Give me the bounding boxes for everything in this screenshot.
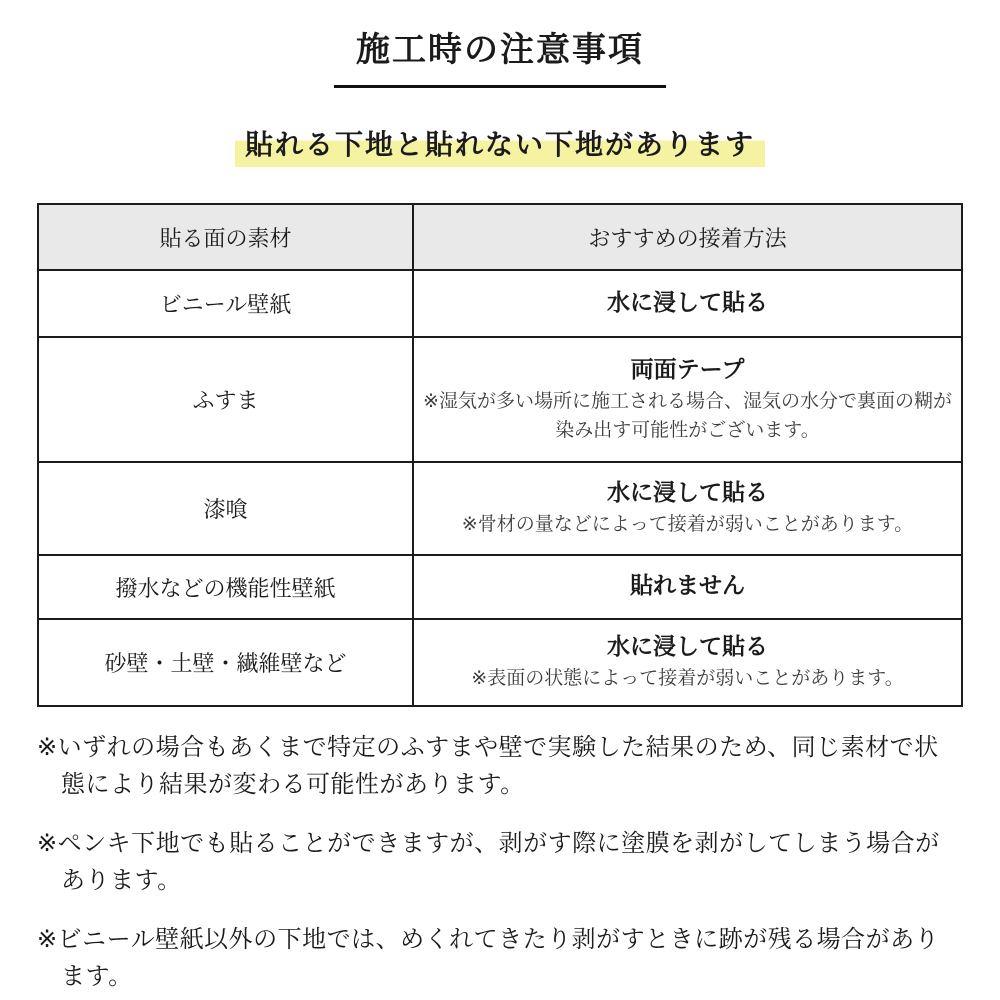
- material-cell: 漆喰: [38, 462, 413, 555]
- method-main: 水に浸して貼る: [607, 288, 768, 315]
- document: [37, 22, 963, 996]
- page-title-wrap: [37, 22, 963, 88]
- header-method: おすすめの接着方法: [413, 204, 962, 270]
- footer-note: ※ペンキ下地でも貼ることができますが、剥がす際に塗膜を剥がしてしまう場合があります。: [37, 829, 940, 895]
- material-cell: 砂壁・土壁・繊維壁など: [38, 619, 413, 706]
- material-cell: ふすま: [38, 337, 413, 462]
- method-main: 水に浸して貼る: [607, 479, 768, 506]
- method-cell: [413, 462, 962, 555]
- material-cell: ビニール壁紙: [38, 270, 413, 337]
- table-row: [38, 555, 962, 619]
- footer-notes: [37, 729, 963, 996]
- header-material: 貼る面の素材: [38, 204, 413, 270]
- footer-note: ※いずれの場合もあくまで特定のふすまや壁で実験した結果のため、同じ素材で状態により結果が変わる可能性があります。: [37, 734, 939, 799]
- highlighted-subtitle: 貼れる下地と貼れない下地があります: [235, 121, 765, 167]
- table-row: [38, 462, 962, 555]
- method-note: ※湿気が多い場所に施工される場合、湿気の水分で裏面の糊が染み出す可能性がございます。: [423, 390, 952, 442]
- method-cell: [413, 270, 962, 337]
- method-note: ※表面の状態によって接着が弱いことがあります。: [471, 668, 904, 690]
- footer-note: ※ビニール壁紙以外の下地では、めくれてきたり剥がすときに跡が残る場合があります。: [37, 925, 940, 991]
- table-row: [38, 337, 962, 462]
- method-main: 貼れません: [630, 572, 745, 599]
- method-main: 両面テープ: [630, 355, 745, 382]
- method-cell: [413, 337, 962, 462]
- method-main: 水に浸して貼る: [607, 633, 768, 660]
- table-row: [38, 270, 962, 337]
- subtitle-wrap: [37, 121, 963, 167]
- method-cell: [413, 555, 962, 619]
- substrate-method-table: [37, 203, 963, 707]
- table-row: [38, 619, 962, 706]
- material-cell: 撥水などの機能性壁紙: [38, 555, 413, 619]
- method-cell: [413, 619, 962, 706]
- page-title: 施工時の注意事項: [334, 22, 666, 88]
- method-note: ※骨材の量などによって接着が弱いことがあります。: [461, 514, 914, 536]
- table-header-row: [38, 204, 962, 270]
